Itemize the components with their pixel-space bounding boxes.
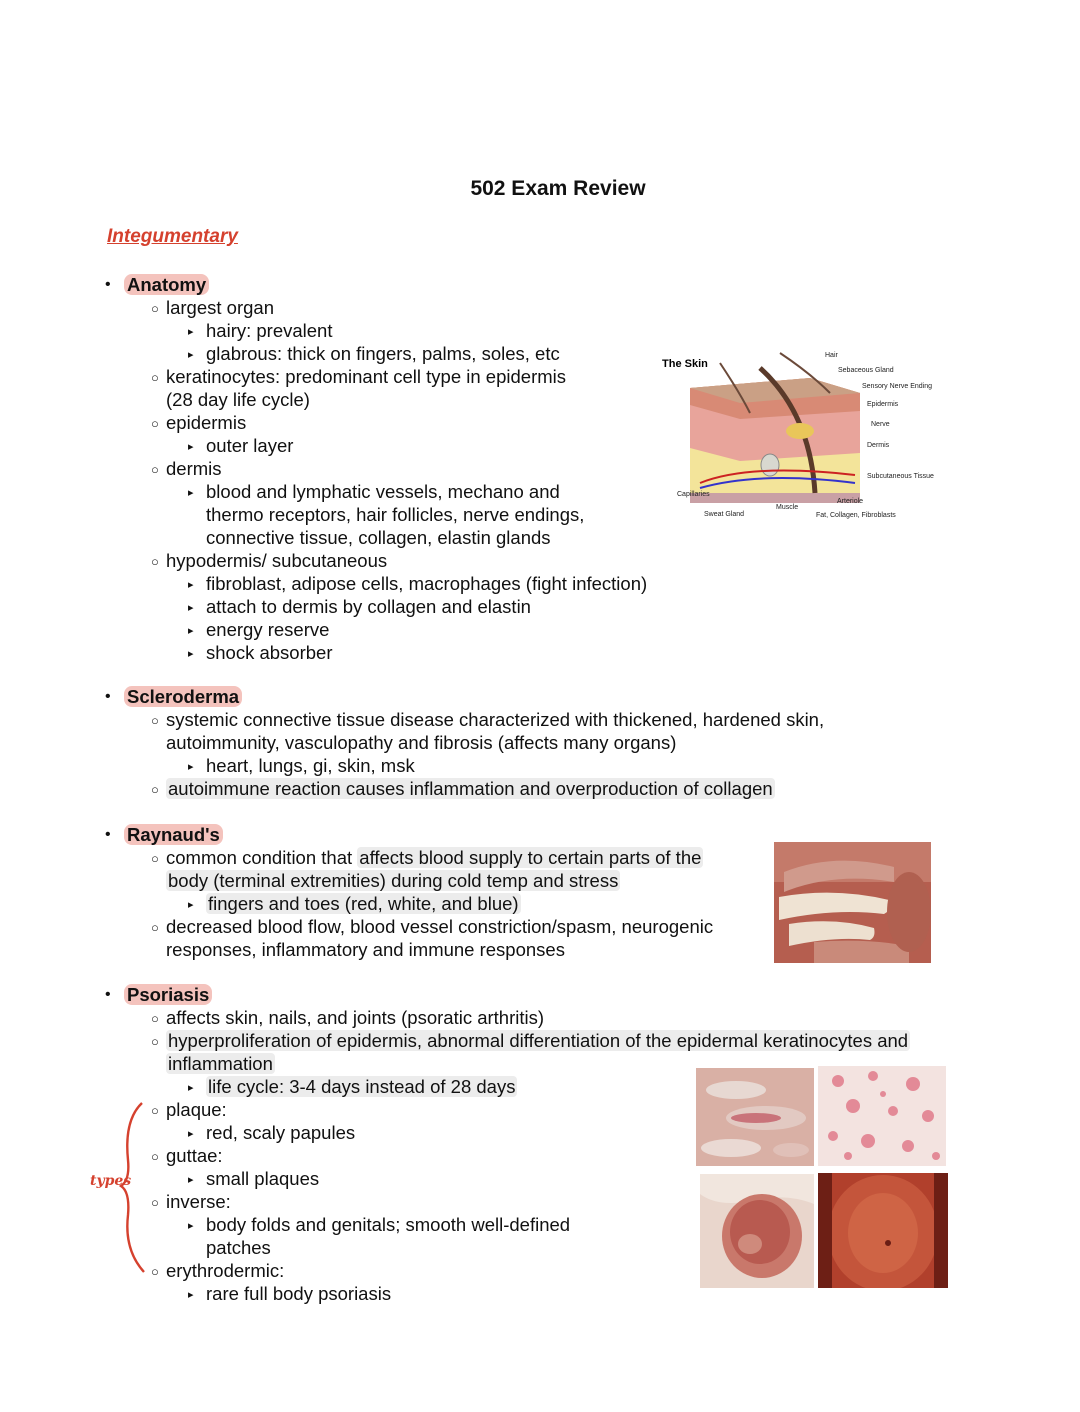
list-item: ○ keratinocytes: predominant cell type in epidermis [166,365,566,388]
list-item: autoimmunity, vasculopathy and fibrosis (affects many organs) [166,732,677,753]
page-title: 502 Exam Review [470,177,646,200]
highlighted-text: affects blood supply to certain parts of the [359,847,702,868]
list-item: ○ largest organ [166,296,274,319]
inverse-psoriasis-photo [700,1174,814,1288]
list-item: ○ guttae: [166,1144,223,1167]
label-sebaceous: Sebaceous Gland [838,367,894,374]
label-nerve: Nerve [871,421,890,428]
label-dermis: Dermis [867,442,890,449]
list-item: responses, inflammatory and immune responses [166,939,565,960]
list-item: ▸ shock absorber [206,641,332,664]
list-item: ▸ fibroblast, adipose cells, macrophages (fight infection) [206,572,647,595]
highlighted-text: fingers and toes (red, white, and blue) [208,893,519,914]
highlighted-text: life cycle: 3-4 days instead of 28 days [208,1076,516,1097]
list-item: connective tissue, collagen, elastin glands [206,527,551,548]
highlighted-text: autoimmune reaction causes inflammation and overproduction of collagen [168,778,773,799]
list-item: ○ hypodermis/ subcutaneous [166,549,387,572]
label-hair: Hair [825,352,838,359]
scleroderma-heading: Scleroderma [124,686,242,707]
text-fragment: common condition that [166,847,358,868]
list-item: (28 day life cycle) [166,389,310,410]
list-item [166,869,620,892]
list-item: ○ systemic connective tissue disease characterized with thickened, hardened skin, [166,708,824,731]
list-item: ▸ body folds and genitals; smooth well-defined [206,1213,570,1236]
psoriasis-heading: Psoriasis [124,984,212,1005]
anatomy-heading: Anatomy [124,274,209,295]
list-item: ▸ outer layer [206,434,293,457]
label-capillaries: Capillaries [677,491,710,498]
list-item: ○ decreased blood flow, blood vessel constriction/spasm, neurogenic [166,915,713,938]
list-item [166,1029,910,1052]
plaque-psoriasis-photo [696,1068,814,1166]
raynauds-item [124,823,223,846]
label-sweat: Sweat Gland [704,511,745,518]
label-subcutaneous: Subcutaneous Tissue [867,473,934,480]
list-item [206,1075,517,1098]
psoriasis-item [124,983,212,1006]
list-item [166,846,703,869]
highlighted-text: body (terminal extremities) during cold temp and stress [168,870,619,891]
list-item: ○ erythrodermic: [166,1259,284,1282]
list-item: ▸ hairy: prevalent [206,319,332,342]
raynauds-hand-photo [774,842,931,963]
raynauds-heading: Raynaud's [124,824,223,845]
list-item: ○ epidermis [166,411,246,434]
list-item: ○ plaque: [166,1098,227,1121]
list-item [166,1052,275,1075]
list-item: ○ dermis [166,457,222,480]
scleroderma-item [124,685,242,708]
list-item: ▸ energy reserve [206,618,329,641]
list-item [206,892,521,915]
muscle-layer [690,493,860,503]
list-item: ▸ heart, lungs, gi, skin, msk [206,754,415,777]
list-item: ○ inverse: [166,1190,231,1213]
list-item: ▸ small plaques [206,1167,319,1190]
list-item: ▸ rare full body psoriasis [206,1282,391,1305]
list-item: ▸ blood and lymphatic vessels, mechano and [206,480,560,503]
label-sensory: Sensory Nerve Ending [862,383,933,390]
erythrodermic-psoriasis-photo [818,1173,948,1288]
list-item: ▸ attach to dermis by collagen and elastin [206,595,531,618]
highlighted-text: inflammation [168,1053,273,1074]
list-item: ○ affects skin, nails, and joints (psoratic arthritis) [166,1006,544,1029]
highlighted-text: hyperproliferation of epidermis, abnormal differentiation of the epidermal keratinocytes and [168,1030,909,1051]
anatomy-item [124,273,209,296]
label-epidermis: Epidermis [867,401,899,408]
list-item: thermo receptors, hair follicles, nerve endings, [206,504,585,525]
label-arteriole: Arteriole [837,498,864,505]
list-item: patches [206,1237,271,1258]
list-item: ▸ red, scaly papules [206,1121,355,1144]
label-muscle: Muscle [776,504,799,511]
skin-diagram [660,343,950,533]
types-note: types [90,1173,132,1189]
nerve-ending-shape [761,454,779,476]
skin-diagram-title: The Skin [662,358,708,370]
section-heading: Integumentary [107,226,238,247]
sebaceous-gland-shape [786,423,814,439]
list-item: ▸ glabrous: thick on fingers, palms, soles, etc [206,342,560,365]
label-fat: Fat, Collagen, Fibroblasts [816,512,896,519]
types-brace [118,1100,148,1275]
list-item [166,777,775,800]
guttate-psoriasis-photo [818,1066,946,1166]
